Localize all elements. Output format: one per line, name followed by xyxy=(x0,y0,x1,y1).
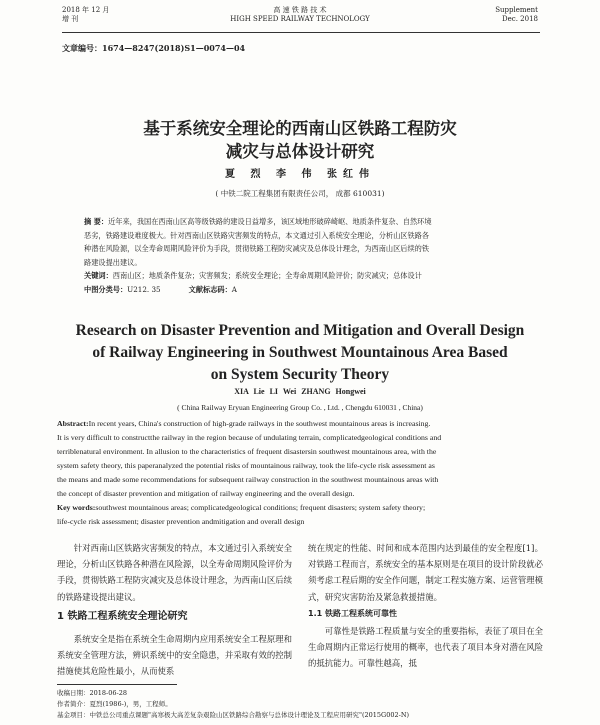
journal-issue: Supplement Dec. 2018 xyxy=(495,6,538,23)
title-en-line1: Research on Disaster Prevention and Mitigation and Overall Design xyxy=(75,322,525,339)
header-rule xyxy=(62,32,540,33)
abstract-en-line: It is very difficult to constructthe railway in the region because of undulating terrain, complicatedgeological conditions and xyxy=(57,433,442,442)
keywords-en: Key words:southwest mountainous areas; complicatedgeological conditions; frequent disasters; system safety theory; xyxy=(57,503,426,512)
footnote-author: 作者简介：夏烈(1986-)，男，工程师。 xyxy=(57,700,172,708)
authors-cn: 夏 烈 李 伟 张红伟 xyxy=(225,169,375,180)
keywords-cn: 关键词：西南山区；地质条件复杂；灾害频发；系统安全理论；全寿命周期风险评价；防灾减灾；总体设计 xyxy=(84,271,422,280)
body-right-column xyxy=(308,540,543,672)
abstract-cn-line: 种潜在风险源，以全寿命周期风险评价为手段，贯彻铁路工程防灾减灾及总体设计理念，为西南山区后续的铁 xyxy=(84,244,430,253)
section-heading-1: 1 铁路工程系统安全理论研究 xyxy=(57,610,188,622)
article-number: 文章编号：1674—8247(2018)S1—0074—04 xyxy=(62,43,246,53)
abstract-en-line: the concept of disaster prevention and mitigation of railway engineering and the overall design. xyxy=(57,489,355,498)
subsection-heading-1-1: 1.1 铁路工程系统可靠性 xyxy=(308,608,397,618)
affiliation-en: ( China Railway Eryuan Engineering Group Co. , Ltd. , Chengdu 610031 , China) xyxy=(177,403,423,412)
journal-date: 2018 年 12 月 增 刊 xyxy=(62,6,110,23)
title-en-line3: on System Security Theory xyxy=(210,366,390,383)
section1-paragraph: 系统安全是指在系统全生命周期内应用系统安全工程原理和系统安全管理方法，辨识系统中的安全隐患，并采取有效的控制措施使其危险性最小，从而使系 xyxy=(57,634,292,677)
keywords-en-cont: life-cycle risk assessment; disaster prevention andmitigation and overall design xyxy=(57,517,305,526)
affiliation-cn: ( 中铁二院工程集团有限责任公司， 成都 610031) xyxy=(215,189,385,198)
title-en-line2: of Railway Engineering in Southwest Mountainous Area Based xyxy=(92,344,508,361)
abstract-cn-line: 恶劣，铁路建设难度极大。针对西南山区铁路灾害频发的特点，本文通过引入系统安全理论，分析山区铁路各 xyxy=(84,230,430,240)
right-paragraph-2: 可靠性是铁路工程质量与安全的重要指标，表征了项目在全生命周期内正常运行使用的概率，也代表了项目本身对潜在风险的抵抗能力。可靠性越高，抵 xyxy=(308,626,543,669)
authors-en: XIA Lie LI Wei ZHANG Hongwei xyxy=(234,387,366,396)
abstract-cn xyxy=(84,215,518,296)
abstract-cn-label: 摘 要： xyxy=(84,217,109,226)
abstract-en-line: the means and made some recommendations for subsequent railway construction in the southwest mountainous areas with xyxy=(57,475,439,484)
abstract-en-line: terriblenatural environment. In allusion to the characteristics of frequent disastersin southwest mountainous area, with the xyxy=(57,447,437,456)
abstract-cn-line: 路建设提出建议。 xyxy=(84,257,142,267)
footnote-rule xyxy=(57,684,177,685)
title-cn-line1: 基于系统安全理论的西南山区铁路工程防灾 xyxy=(143,119,457,138)
abstract-en xyxy=(57,417,543,529)
body-left-column xyxy=(57,540,292,680)
abstract-en-label: Abstract: xyxy=(57,419,89,428)
abstract-cn-line: 摘 要：近年来，我国在西南山区高等级铁路的建设日益增多，该区域地形破碎崎岖、地质条件复杂、自然环境 xyxy=(84,217,432,226)
abstract-en-line: Abstract:In recent years, China's construction of high-grade railways in the southwest mountainous areas is increasing. xyxy=(57,419,431,428)
footnote-received: 收稿日期：2018-06-28 xyxy=(57,689,127,697)
classification-cn: 中图分类号：U212. 35 文献标志码：A xyxy=(84,284,237,294)
footnote-fund: 基金项目：中铁总公司重点课题"高寒极大高差复杂艰险山区铁路综合勘察与总体设计理论及工程应用研究"(2015G002-N) xyxy=(57,711,410,719)
right-paragraph-1: 统在规定的性能、时间和成本范围内达到最佳的安全程度[1]。对铁路工程而言，系统安全的基本原则是在项目的设计阶段就必须考虑工程后期的安全作问题，制定工程实施方案、运营管理模式，研究灾害防治及紧急救援措施。 xyxy=(308,543,543,602)
intro-paragraph: 针对西南山区铁路灾害频发的特点，本文通过引入系统安全理论，分析山区铁路各种潜在风险源，以全寿命周期风险评价为手段，贯彻铁路工程防灾减灾及总体设计理念，为西南山区后续的铁路建设提出建议。 xyxy=(57,543,292,602)
abstract-en-line: system safety theory, this paperanalyzed the potential risks of mountainous railway, took the life-cycle risk assessment as xyxy=(57,461,435,470)
title-cn-line2: 减灾与总体设计研究 xyxy=(225,142,375,161)
journal-name: 高 速 铁 路 技 术 HIGH SPEED RAILWAY TECHNOLOGY xyxy=(230,6,370,23)
